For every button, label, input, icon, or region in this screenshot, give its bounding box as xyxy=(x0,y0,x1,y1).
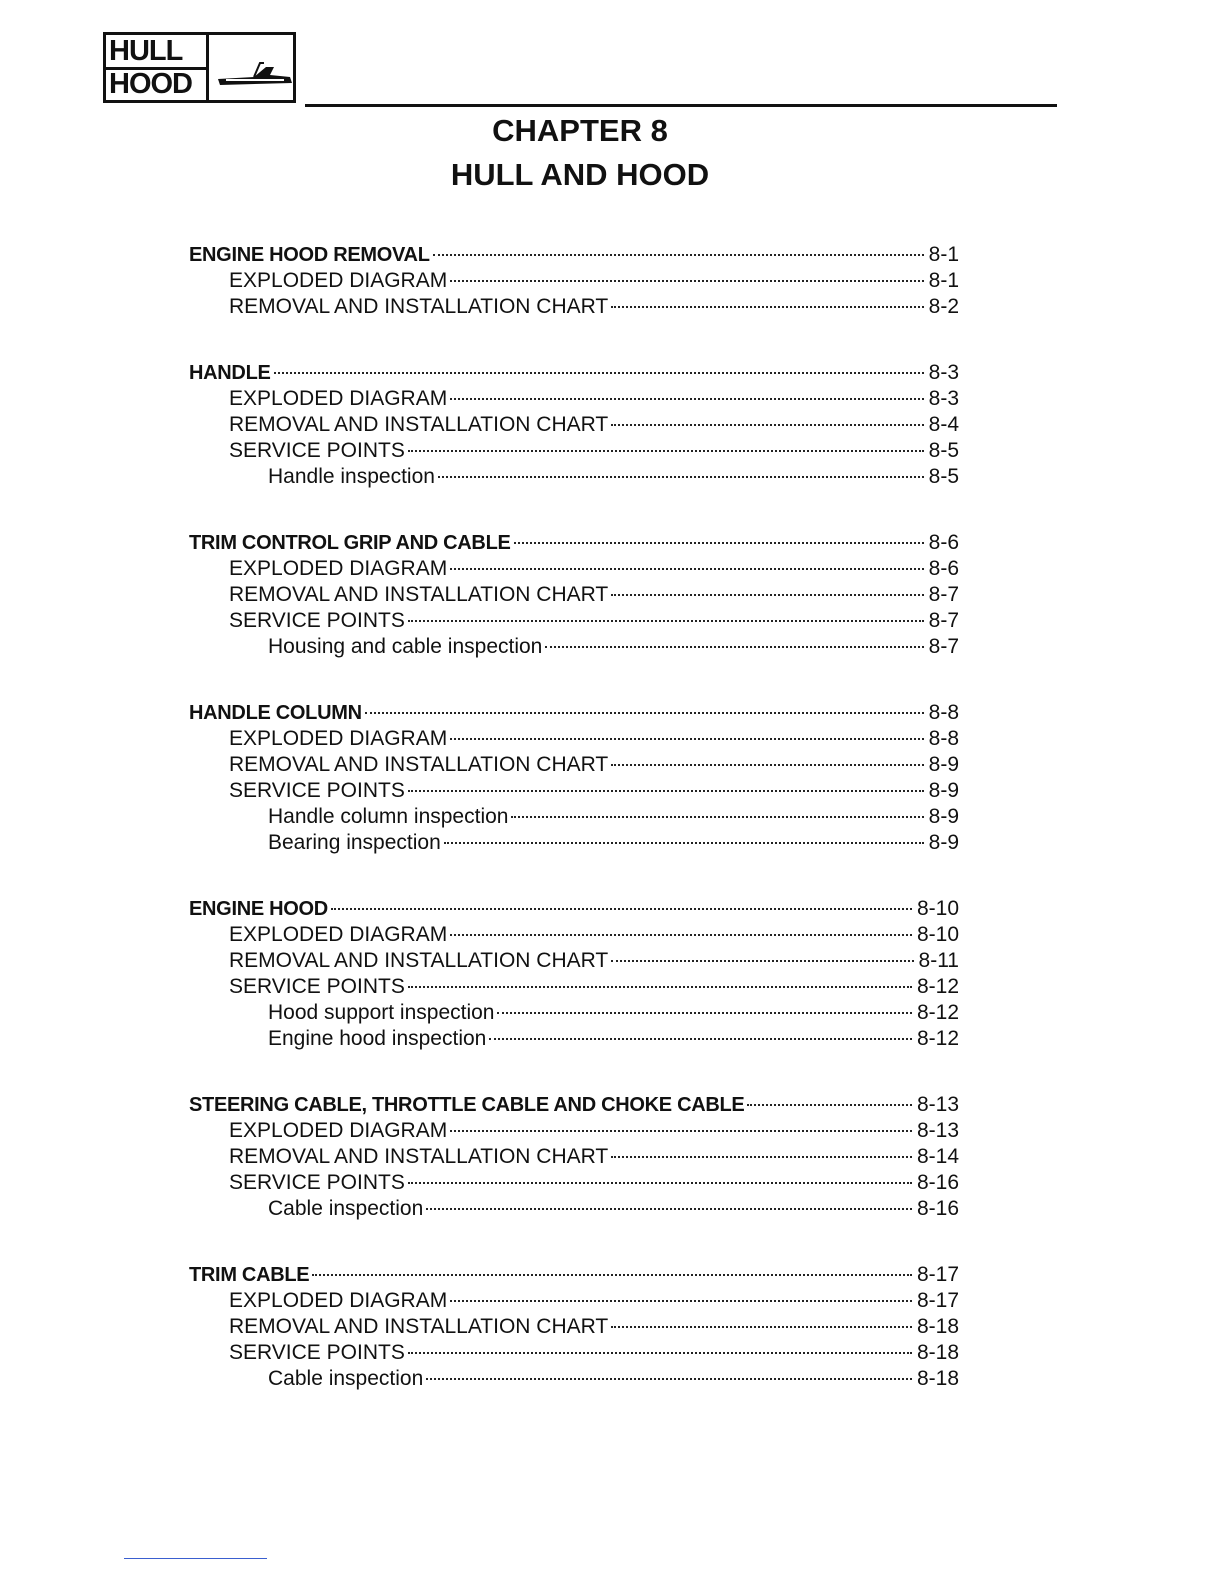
dot-leader xyxy=(611,1156,912,1158)
dot-leader xyxy=(450,568,923,570)
toc-page-number: 8-14 xyxy=(916,1145,959,1168)
dot-leader xyxy=(444,842,924,844)
watercraft-icon xyxy=(214,53,294,93)
dot-leader xyxy=(274,372,924,374)
toc-entry-title: Cable inspection xyxy=(268,1197,424,1220)
dot-leader xyxy=(611,1326,912,1328)
toc-entry[interactable] xyxy=(189,752,959,778)
toc-entry-title: EXPLODED DIAGRAM xyxy=(229,727,448,750)
toc-entry[interactable] xyxy=(189,974,959,1000)
toc-entry[interactable] xyxy=(189,1144,959,1170)
toc-section-heading[interactable] xyxy=(189,700,959,726)
toc-page-number: 8-6 xyxy=(928,557,959,580)
dot-leader xyxy=(514,542,924,544)
toc-entry[interactable] xyxy=(189,1366,959,1392)
dot-leader xyxy=(611,594,923,596)
toc-entry-title: ENGINE HOOD REMOVAL xyxy=(189,244,430,266)
dot-leader xyxy=(331,908,912,910)
toc-entry-title: SERVICE POINTS xyxy=(229,779,405,802)
toc-entry[interactable] xyxy=(189,412,959,438)
toc-entry-title: SERVICE POINTS xyxy=(229,439,405,462)
toc-section xyxy=(189,360,959,490)
toc-entry-title: EXPLODED DIAGRAM xyxy=(229,387,448,410)
dot-leader xyxy=(438,476,924,478)
toc-entry[interactable] xyxy=(189,726,959,752)
header-rule xyxy=(305,104,1057,107)
toc-page-number: 8-8 xyxy=(928,701,959,724)
toc-page-number: 8-11 xyxy=(918,949,959,972)
toc-page-number: 8-9 xyxy=(928,779,959,802)
toc-page-number: 8-1 xyxy=(928,243,959,266)
table-of-contents xyxy=(189,242,959,1432)
toc-section-heading[interactable] xyxy=(189,360,959,386)
toc-page-number: 8-7 xyxy=(928,609,959,632)
toc-page-number: 8-9 xyxy=(928,805,959,828)
chapter-badge xyxy=(103,32,296,103)
toc-page-number: 8-12 xyxy=(916,1001,959,1024)
toc-page-number: 8-8 xyxy=(928,727,959,750)
toc-entry[interactable] xyxy=(189,438,959,464)
toc-section-heading[interactable] xyxy=(189,1262,959,1288)
toc-entry-title: REMOVAL AND INSTALLATION CHART xyxy=(229,413,609,436)
toc-entry-title: Handle inspection xyxy=(268,465,435,488)
dot-leader xyxy=(426,1208,912,1210)
toc-entry[interactable] xyxy=(189,268,959,294)
toc-page-number: 8-7 xyxy=(928,583,959,606)
toc-entry-title: SERVICE POINTS xyxy=(229,1341,405,1364)
toc-page-number: 8-16 xyxy=(916,1171,959,1194)
toc-page-number: 8-4 xyxy=(928,413,959,436)
toc-section xyxy=(189,700,959,856)
toc-page-number: 8-5 xyxy=(928,465,959,488)
toc-entry-title: EXPLODED DIAGRAM xyxy=(229,1119,448,1142)
dot-leader xyxy=(408,1182,912,1184)
toc-entry-title: EXPLODED DIAGRAM xyxy=(229,923,448,946)
toc-section xyxy=(189,1262,959,1392)
toc-entry[interactable] xyxy=(189,294,959,320)
toc-entry[interactable] xyxy=(189,1118,959,1144)
toc-entry-title: EXPLODED DIAGRAM xyxy=(229,557,448,580)
toc-entry-title: Housing and cable inspection xyxy=(268,635,543,658)
toc-entry[interactable] xyxy=(189,1026,959,1052)
toc-page-number: 8-5 xyxy=(928,439,959,462)
toc-entry[interactable] xyxy=(189,778,959,804)
toc-page-number: 8-9 xyxy=(928,831,959,854)
dot-leader xyxy=(365,712,924,714)
dot-leader xyxy=(489,1038,912,1040)
toc-entry-title: Hood support inspection xyxy=(268,1001,495,1024)
toc-page-number: 8-13 xyxy=(916,1119,959,1142)
toc-page-number: 8-6 xyxy=(928,531,959,554)
dot-leader xyxy=(511,816,923,818)
toc-page-number: 8-16 xyxy=(916,1197,959,1220)
toc-entry[interactable] xyxy=(189,608,959,634)
toc-entry-title: Engine hood inspection xyxy=(268,1027,487,1050)
toc-section xyxy=(189,896,959,1052)
toc-entry-title: ENGINE HOOD xyxy=(189,898,328,920)
toc-entry[interactable] xyxy=(189,1196,959,1222)
toc-entry-title: REMOVAL AND INSTALLATION CHART xyxy=(229,1145,609,1168)
dot-leader xyxy=(611,960,913,962)
dot-leader xyxy=(450,1130,912,1132)
dot-leader xyxy=(426,1378,912,1380)
dot-leader xyxy=(747,1104,912,1106)
toc-entry[interactable] xyxy=(189,582,959,608)
toc-entry[interactable] xyxy=(189,1340,959,1366)
toc-entry-title: REMOVAL AND INSTALLATION CHART xyxy=(229,949,609,972)
toc-section xyxy=(189,1092,959,1222)
toc-page-number: 8-1 xyxy=(928,269,959,292)
dot-leader xyxy=(450,1300,912,1302)
toc-entry-title: EXPLODED DIAGRAM xyxy=(229,269,448,292)
toc-entry-title: REMOVAL AND INSTALLATION CHART xyxy=(229,583,609,606)
toc-page-number: 8-12 xyxy=(916,1027,959,1050)
toc-entry-title: EXPLODED DIAGRAM xyxy=(229,1289,448,1312)
badge-word-hull: HULL xyxy=(109,35,183,67)
toc-entry[interactable] xyxy=(189,1170,959,1196)
toc-section-heading[interactable] xyxy=(189,1092,959,1118)
toc-entry-title: SERVICE POINTS xyxy=(229,1171,405,1194)
toc-entry[interactable] xyxy=(189,1288,959,1314)
toc-entry-title: TRIM CONTROL GRIP AND CABLE xyxy=(189,532,511,554)
toc-section-heading[interactable] xyxy=(189,530,959,556)
toc-page-number: 8-9 xyxy=(928,753,959,776)
toc-entry[interactable] xyxy=(189,464,959,490)
toc-page-number: 8-7 xyxy=(928,635,959,658)
toc-entry-title: REMOVAL AND INSTALLATION CHART xyxy=(229,295,609,318)
toc-entry-title: TRIM CABLE xyxy=(189,1264,310,1286)
toc-entry[interactable] xyxy=(189,948,959,974)
dot-leader xyxy=(408,790,924,792)
dot-leader xyxy=(450,738,923,740)
toc-page-number: 8-13 xyxy=(916,1093,959,1116)
toc-entry-title: HANDLE xyxy=(189,362,271,384)
dot-leader xyxy=(545,646,923,648)
toc-entry-title: Handle column inspection xyxy=(268,805,509,828)
dot-leader xyxy=(497,1012,911,1014)
toc-entry-title: Bearing inspection xyxy=(268,831,441,854)
toc-page-number: 8-17 xyxy=(916,1289,959,1312)
dot-leader xyxy=(408,1352,912,1354)
toc-entry-title: HANDLE COLUMN xyxy=(189,702,362,724)
toc-entry[interactable] xyxy=(189,1314,959,1340)
chapter-number: CHAPTER 8 xyxy=(492,113,668,148)
toc-entry-title: Cable inspection xyxy=(268,1367,424,1390)
toc-section-heading[interactable] xyxy=(189,896,959,922)
toc-entry-title: REMOVAL AND INSTALLATION CHART xyxy=(229,1315,609,1338)
toc-page-number: 8-3 xyxy=(928,387,959,410)
footer-rule xyxy=(124,1558,267,1559)
dot-leader xyxy=(611,306,923,308)
toc-entry[interactable] xyxy=(189,1000,959,1026)
toc-page-number: 8-12 xyxy=(916,975,959,998)
toc-page-number: 8-10 xyxy=(916,923,959,946)
toc-page-number: 8-17 xyxy=(916,1263,959,1286)
dot-leader xyxy=(450,934,912,936)
dot-leader xyxy=(312,1274,912,1276)
dot-leader xyxy=(408,986,912,988)
toc-entry[interactable] xyxy=(189,830,959,856)
badge-words xyxy=(106,35,209,100)
toc-entry-title: SERVICE POINTS xyxy=(229,975,405,998)
toc-entry[interactable] xyxy=(189,634,959,660)
toc-page-number: 8-18 xyxy=(916,1315,959,1338)
toc-page-number: 8-18 xyxy=(916,1341,959,1364)
toc-page-number: 8-10 xyxy=(916,897,959,920)
toc-page-number: 8-18 xyxy=(916,1367,959,1390)
toc-entry-title: REMOVAL AND INSTALLATION CHART xyxy=(229,753,609,776)
toc-entry[interactable] xyxy=(189,804,959,830)
dot-leader xyxy=(450,280,923,282)
toc-entry-title: STEERING CABLE, THROTTLE CABLE AND CHOKE CABLE xyxy=(189,1094,745,1116)
toc-entry[interactable] xyxy=(189,922,959,948)
dot-leader xyxy=(611,764,923,766)
dot-leader xyxy=(408,620,924,622)
badge-word-hood: HOOD xyxy=(109,68,192,100)
toc-entry[interactable] xyxy=(189,556,959,582)
toc-section xyxy=(189,530,959,660)
dot-leader xyxy=(433,254,924,256)
dot-leader xyxy=(611,424,923,426)
dot-leader xyxy=(408,450,924,452)
dot-leader xyxy=(450,398,923,400)
toc-section-heading[interactable] xyxy=(189,242,959,268)
toc-page-number: 8-3 xyxy=(928,361,959,384)
toc-page-number: 8-2 xyxy=(928,295,959,318)
toc-entry[interactable] xyxy=(189,386,959,412)
toc-section xyxy=(189,242,959,320)
toc-entry-title: SERVICE POINTS xyxy=(229,609,405,632)
chapter-title: HULL AND HOOD xyxy=(450,157,710,192)
